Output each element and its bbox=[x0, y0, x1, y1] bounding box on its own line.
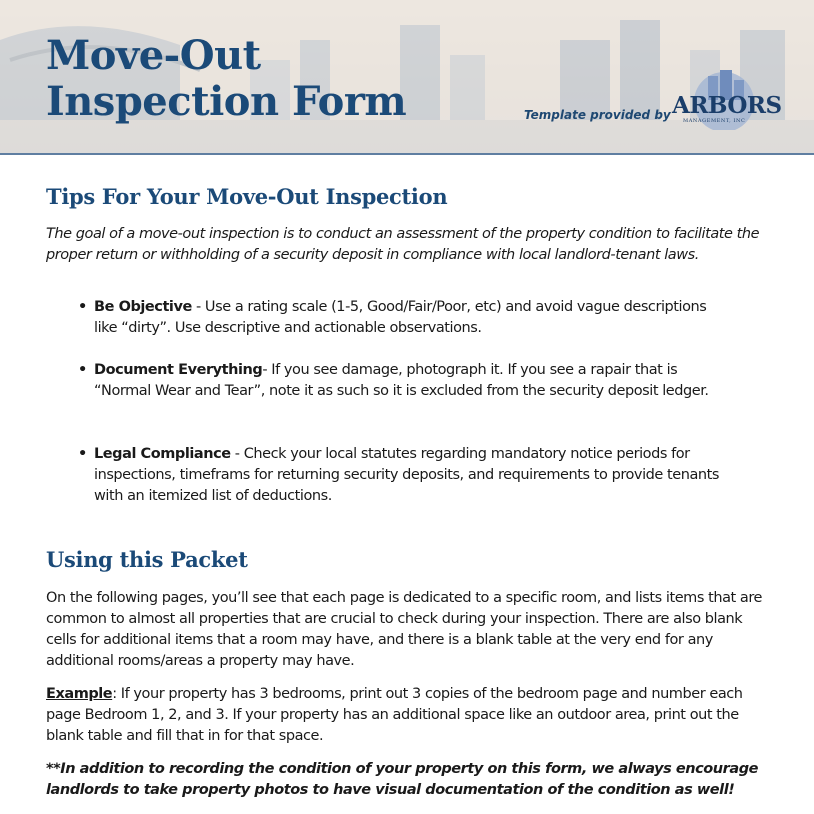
template-credit: Template provided by bbox=[524, 108, 671, 122]
tip-title: Document Everything bbox=[94, 362, 263, 378]
tip-item bbox=[78, 360, 728, 402]
bullet: • bbox=[78, 446, 87, 462]
packet-heading: Using this Packet bbox=[46, 547, 248, 572]
bullet: • bbox=[78, 362, 87, 378]
example-text: : If your property has 3 bedrooms, print out 3 copies of the bedroom page and number each page Bedroom 1, 2, and 3. If your property has an additional space like an outdoor area, print out the blank table and fill that in for that space. bbox=[46, 686, 743, 744]
page-header bbox=[0, 0, 814, 155]
title-line-2: Inspection Form bbox=[46, 78, 407, 125]
packet-paragraph: On the following pages, you’ll see that each page is dedicated to a specific room, and lists items that are common to almost all properties that are crucial to check during your inspection. There are also blank cells for additional items that a room may have, and there is a blank table at the very end for any additional rooms/areas a property may have. bbox=[46, 590, 763, 669]
tips-heading: Tips For Your Move-Out Inspection bbox=[46, 184, 448, 209]
photo-note: **In addition to recording the condition of your property on this form, we always encourage landlords to take property photos to have visual documentation of the condition as well! bbox=[46, 761, 759, 798]
example-paragraph bbox=[46, 684, 776, 747]
tip-text: - Use a rating scale (1-5, Good/Fair/Poor, etc) and avoid vague descriptions like “dirty”. Use descriptive and actionable observations. bbox=[94, 299, 707, 336]
logo-brand: ARBORS bbox=[672, 92, 782, 119]
tip-item bbox=[78, 444, 728, 507]
example-label: Example bbox=[46, 686, 113, 702]
tip-title: Be Objective bbox=[94, 299, 192, 315]
tips-intro: The goal of a move-out inspection is to conduct an assessment of the property condition to facilitate the proper return or withholding of a security deposit in compliance with local landlord-tenant laws. bbox=[46, 226, 760, 263]
title-line-1: Move-Out bbox=[46, 32, 261, 79]
tip-item bbox=[78, 297, 728, 339]
page-title bbox=[46, 33, 406, 125]
bullet: • bbox=[78, 299, 87, 315]
logo-tagline: MANAGEMENT, INC bbox=[683, 118, 746, 124]
tip-text: - If you see damage, photograph it. If you see a rapair that is “Normal Wear and Tear”, note it as such so it is excluded from the security deposit ledger. bbox=[94, 362, 709, 399]
tip-title: Legal Compliance bbox=[94, 446, 231, 462]
tip-text: - Check your local statutes regarding mandatory notice periods for inspections, timeframs for returning security deposits, and requirements to provide tenants with an itemized list of deductions. bbox=[94, 446, 719, 504]
